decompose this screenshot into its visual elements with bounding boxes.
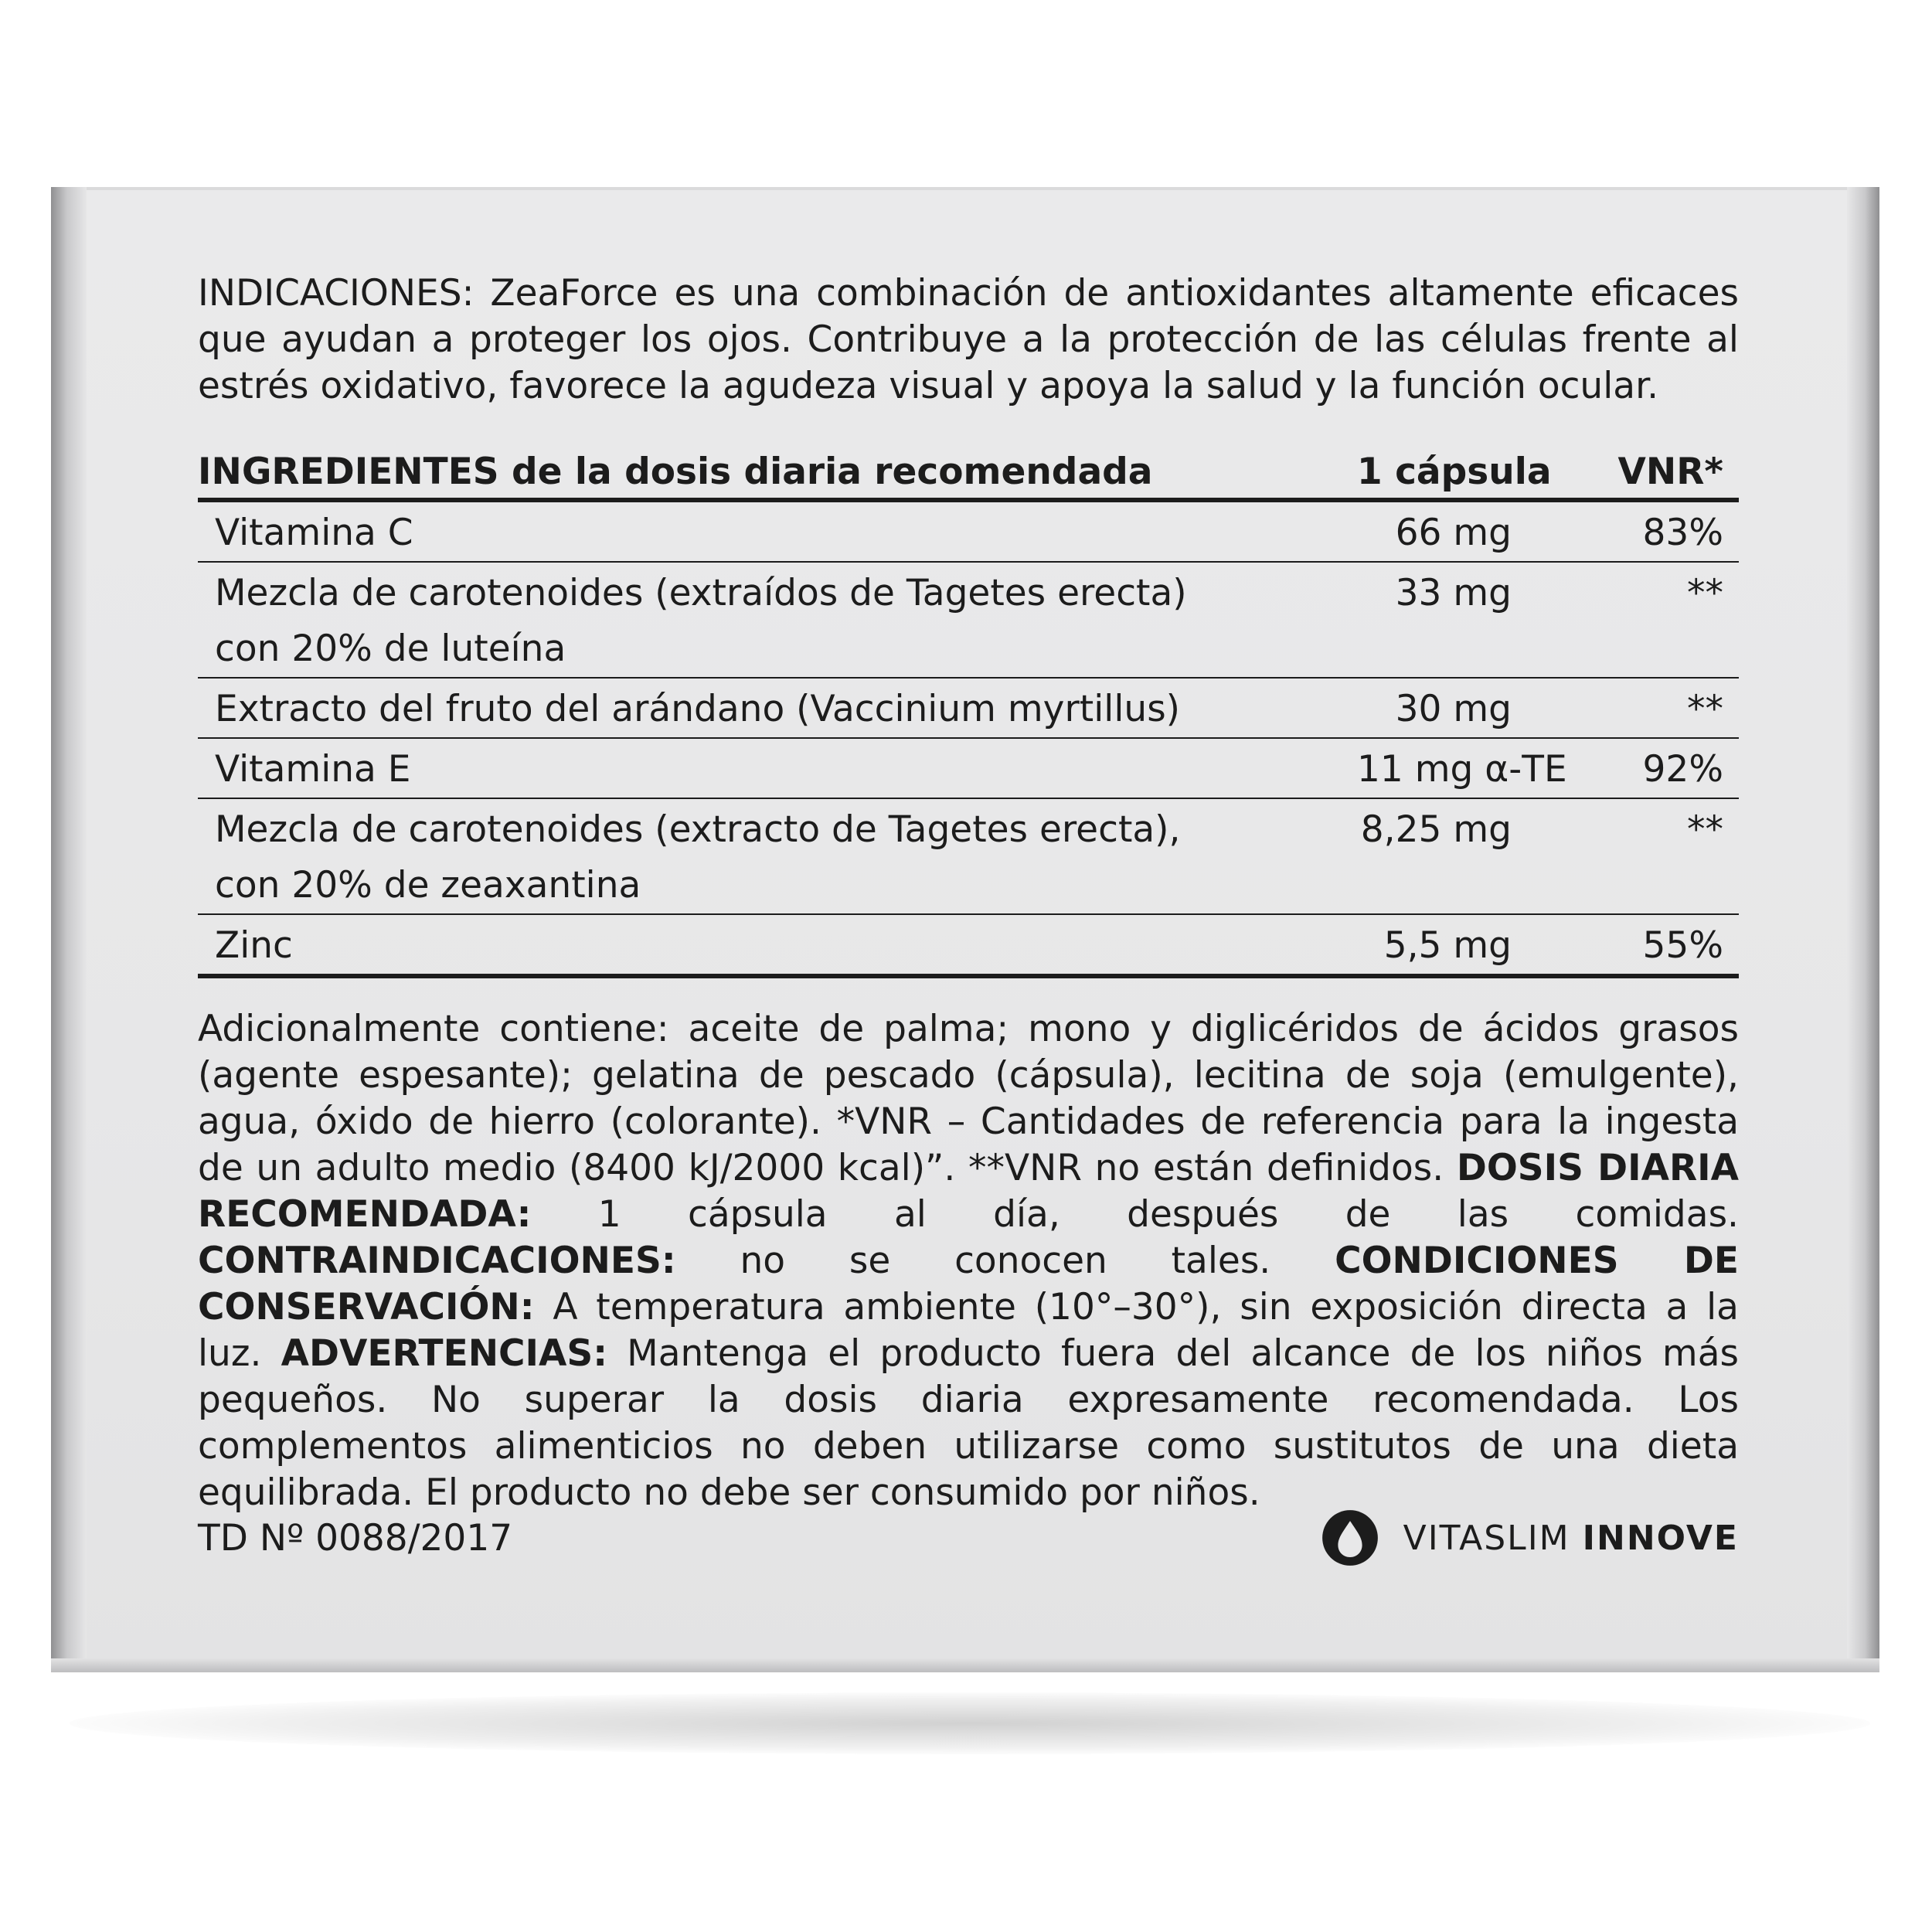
ingredient-amount: 8,25 mg — [1360, 808, 1512, 851]
ingredient-amount: 5,5 mg — [1383, 924, 1512, 967]
box-shadow — [70, 1692, 1870, 1754]
additional-info-paragraph: Adicionalmente contiene: aceite de palma; mono y diglicéridos de ácidos grasos (agente espesante); gelatina de pescado (cápsula), lecitina de soja (emulgente), agua, óxido de hierro (colorante). *VNR – Cantidades de referencia para la ingesta de un adulto medio (8400 kJ/2000 kcal)”. **VNR no están definidos. DOSIS DIARIA RECOMENDADA: 1 cápsula al día, después de las comidas. CONTRAINDICACIONES: no se conocen tales. CONDICIONES DE CONSERVACIÓN: A temperatura ambiente (10°–30°), sin exposición directa a la luz. ADVERTENCIAS: Mantenga el producto fuera del alcance de los niños más pequeños. No superar la dosis diaria expresamente recomendada. Los complementos alimenticios no deben utilizarse como sustitutos de una dieta equilibrada. El producto no debe ser consumido por niños. — [198, 1008, 1740, 1514]
ingredient-name: Mezcla de carotenoides (extracto de Tagetes erecta), con 20% de zeaxantina — [215, 808, 1181, 906]
indicaciones-label: INDICACIONES: — [198, 272, 474, 315]
ingredient-vnr: 83% — [1642, 512, 1723, 554]
table-header — [198, 447, 1739, 502]
brand-name: VITASLIM INNOVE — [1403, 1518, 1739, 1558]
ingredient-name: Zinc — [215, 924, 293, 967]
ingredient-amount: 11 mg α-TE — [1357, 748, 1567, 791]
header-vnr: VNR* — [1617, 451, 1723, 493]
table-row — [198, 563, 1739, 679]
brand-logo — [1320, 1508, 1739, 1568]
ingredient-vnr: ** — [1687, 688, 1723, 730]
package-right-edge — [1847, 187, 1879, 1672]
contraindicaciones-label: CONTRAINDICACIONES: — [198, 1240, 676, 1282]
table-row — [198, 739, 1739, 799]
header-amount: 1 cápsula — [1357, 451, 1552, 493]
ingredient-vnr: 92% — [1642, 748, 1723, 791]
table-row — [198, 915, 1739, 978]
ingredient-amount: 33 mg — [1395, 572, 1512, 614]
ingredient-amount: 30 mg — [1395, 688, 1512, 730]
ingredient-name: Vitamina E — [215, 748, 411, 791]
footer — [198, 1507, 1739, 1569]
ingredient-name: Extracto del fruto del arándano (Vaccinium myrtillus) — [215, 688, 1181, 730]
drop-ring-logo-icon — [1320, 1508, 1380, 1568]
package-bottom-edge — [51, 1658, 1879, 1672]
registration-number: TD Nº 0088/2017 — [198, 1516, 513, 1560]
table-row — [198, 679, 1739, 739]
ingredient-name: Vitamina C — [215, 512, 413, 554]
package-left-edge — [51, 187, 87, 1672]
ingredient-name: Mezcla de carotenoides (extraídos de Tagetes erecta) con 20% de luteína — [215, 572, 1187, 670]
ingredient-vnr: 55% — [1642, 924, 1723, 967]
conservacion-label: CONDICIONES DE CONSERVACIÓN: — [198, 1240, 1739, 1328]
indicaciones-paragraph — [198, 270, 1739, 410]
table-row — [198, 502, 1739, 563]
table-row — [198, 799, 1739, 915]
header-ingredient: INGREDIENTES de la dosis diaria recomendada — [198, 451, 1153, 493]
ingredient-vnr: ** — [1687, 808, 1723, 851]
indicaciones-text: ZeaForce es una combinación de antioxidantes altamente eficaces que ayudan a proteger los ojos. Contribuye a la protección de las células frente al estrés oxidativo, favorece la agudeza visual y apoya la salud y la función ocular. — [198, 272, 1739, 407]
ingredients-table — [198, 447, 1739, 978]
advertencias-label: ADVERTENCIAS: — [281, 1332, 608, 1375]
ingredient-vnr: ** — [1687, 572, 1723, 614]
dosis-label: DOSIS DIARIA RECOMENDADA: — [198, 1147, 1740, 1236]
package-text — [198, 270, 1739, 1516]
ingredient-amount: 66 mg — [1395, 512, 1512, 554]
